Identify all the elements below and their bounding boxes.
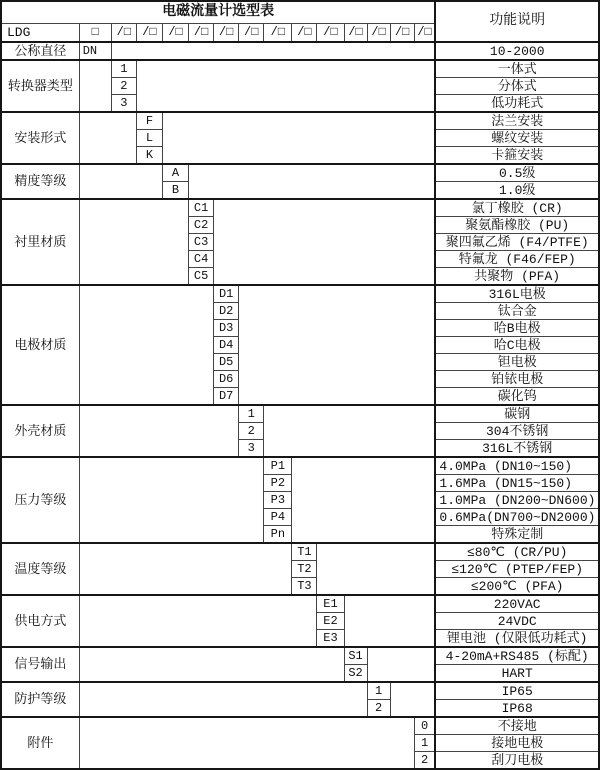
- category-label: 压力等级: [1, 457, 79, 543]
- spacer-cell: [136, 60, 435, 112]
- model-digit-box: /□: [214, 24, 239, 43]
- code-cell: E1: [317, 595, 344, 613]
- description-cell: 1.0级: [435, 182, 599, 200]
- code-cell: 3: [111, 95, 136, 113]
- code-cell: P4: [264, 509, 292, 526]
- table-row: [1, 647, 599, 665]
- spacer-cell: [390, 682, 435, 717]
- spacer-cell: [162, 112, 435, 164]
- category-label: 安装形式: [1, 112, 79, 164]
- code-cell: D1: [214, 285, 239, 303]
- code-cell: D5: [214, 354, 239, 371]
- spacer-cell: [79, 682, 367, 717]
- description-cell: 聚四氟乙烯 (F4/PTFE): [435, 234, 599, 251]
- code-cell: DN: [79, 42, 111, 60]
- spacer-cell: [79, 164, 162, 199]
- category-label: 供电方式: [1, 595, 79, 647]
- code-cell: 1: [367, 682, 390, 700]
- code-cell: A: [162, 164, 188, 182]
- description-cell: 10-2000: [435, 42, 599, 60]
- description-cell: 哈B电极: [435, 320, 599, 337]
- description-cell: 4.0MPa (DN10~150): [435, 457, 599, 475]
- description-cell: 铂铱电极: [435, 371, 599, 388]
- model-prefix: LDG: [7, 25, 31, 40]
- description-cell: IP65: [435, 682, 599, 700]
- page-title: 电磁流量计选型表: [1, 1, 435, 24]
- description-cell: ≤200℃ (PFA): [435, 578, 599, 596]
- description-cell: 法兰安装: [435, 112, 599, 130]
- code-cell: E3: [317, 630, 344, 648]
- table-row: [1, 717, 599, 735]
- code-cell: C3: [189, 234, 214, 251]
- description-cell: 碳化钨: [435, 388, 599, 406]
- code-cell: C2: [189, 217, 214, 234]
- table-row: [1, 42, 599, 60]
- code-cell: T1: [292, 543, 317, 561]
- code-cell: 3: [239, 440, 264, 458]
- model-digit-box: /□: [292, 24, 317, 43]
- spacer-cell: [79, 112, 136, 164]
- description-cell: 316L电极: [435, 285, 599, 303]
- model-digit-box: /□: [344, 24, 367, 43]
- code-cell: C1: [189, 199, 214, 217]
- code-cell: K: [136, 147, 162, 165]
- spacer-cell: [189, 164, 436, 199]
- description-cell: 哈C电极: [435, 337, 599, 354]
- description-cell: 碳钢: [435, 405, 599, 423]
- code-cell: D2: [214, 303, 239, 320]
- description-cell: ≤120℃ (PTEP/FEP): [435, 561, 599, 578]
- code-cell: T2: [292, 561, 317, 578]
- code-cell: P1: [264, 457, 292, 475]
- category-label: 外壳材质: [1, 405, 79, 457]
- category-label: 信号输出: [1, 647, 79, 682]
- description-cell: 钛合金: [435, 303, 599, 320]
- code-cell: P3: [264, 492, 292, 509]
- description-cell: HART: [435, 665, 599, 683]
- code-cell: C4: [189, 251, 214, 268]
- description-cell: IP68: [435, 700, 599, 718]
- description-cell: 氯丁橡胶 (CR): [435, 199, 599, 217]
- spacer-cell: [344, 595, 435, 647]
- description-cell: 共聚物 (PFA): [435, 268, 599, 286]
- spacer-cell: [79, 543, 292, 595]
- description-cell: 锂电池 (仅限低功耗式): [435, 630, 599, 648]
- description-cell: 304不锈钢: [435, 423, 599, 440]
- description-cell: 刮刀电极: [435, 752, 599, 770]
- code-cell: 1: [111, 60, 136, 78]
- description-cell: 低功耗式: [435, 95, 599, 113]
- model-digit-box: /□: [367, 24, 390, 43]
- description-cell: 特殊定制: [435, 526, 599, 544]
- code-cell: S1: [344, 647, 367, 665]
- code-cell: 0: [414, 717, 435, 735]
- code-cell: F: [136, 112, 162, 130]
- table-row: [1, 543, 599, 561]
- code-cell: B: [162, 182, 188, 200]
- description-cell: 一体式: [435, 60, 599, 78]
- model-digit-box: /□: [264, 24, 292, 43]
- spacer-cell: [264, 405, 436, 457]
- table-row: [1, 1, 599, 24]
- description-cell: 4-20mA+RS485 (标配): [435, 647, 599, 665]
- description-cell: ≤80℃ (CR/PU): [435, 543, 599, 561]
- model-digit-box: /□: [189, 24, 214, 43]
- spacer-cell: [79, 405, 238, 457]
- code-cell: 2: [111, 78, 136, 95]
- description-cell: 1.0MPa (DN200~DN600): [435, 492, 599, 509]
- code-cell: D6: [214, 371, 239, 388]
- code-cell: Pn: [264, 526, 292, 544]
- table-row: [1, 60, 599, 78]
- spacer-cell: [79, 647, 344, 682]
- model-digit-box: /□: [317, 24, 344, 43]
- code-cell: D4: [214, 337, 239, 354]
- spacer-cell: [79, 285, 213, 405]
- spacer-cell: [292, 457, 436, 543]
- category-label: 公称直径: [1, 42, 79, 60]
- description-cell: 聚氨酯橡胶 (PU): [435, 217, 599, 234]
- table-row: [1, 112, 599, 130]
- category-label: 电极材质: [1, 285, 79, 405]
- code-cell: 2: [414, 752, 435, 770]
- category-label: 温度等级: [1, 543, 79, 595]
- description-cell: 0.6MPa(DN700~DN2000): [435, 509, 599, 526]
- description-cell: 24VDC: [435, 613, 599, 630]
- spacer-cell: [79, 60, 111, 112]
- code-cell: 2: [367, 700, 390, 718]
- description-cell: 分体式: [435, 78, 599, 95]
- spacer-cell: [367, 647, 435, 682]
- table-row: [1, 457, 599, 475]
- description-cell: 卡箍安装: [435, 147, 599, 165]
- spacer-cell: [214, 199, 436, 285]
- table-row: [1, 682, 599, 700]
- spacer-cell: [317, 543, 435, 595]
- table-row: [1, 285, 599, 303]
- spacer-cell: [79, 457, 264, 543]
- code-cell: D3: [214, 320, 239, 337]
- code-cell: S2: [344, 665, 367, 683]
- description-cell: 钽电极: [435, 354, 599, 371]
- table-row: [1, 595, 599, 613]
- code-cell: 1: [414, 735, 435, 752]
- code-cell: L: [136, 130, 162, 147]
- function-column-header: 功能说明: [435, 1, 599, 42]
- code-cell: 1: [239, 405, 264, 423]
- category-label: 精度等级: [1, 164, 79, 199]
- code-cell: T3: [292, 578, 317, 596]
- description-cell: 0.5级: [435, 164, 599, 182]
- model-digit-box: /□: [414, 24, 435, 43]
- model-digit-box: /□: [111, 24, 136, 43]
- model-digit-box: □: [79, 24, 111, 43]
- code-cell: C5: [189, 268, 214, 286]
- description-cell: 特氟龙 (F46/FEP): [435, 251, 599, 268]
- code-cell: D7: [214, 388, 239, 406]
- model-digit-box: /□: [162, 24, 188, 43]
- code-cell: E2: [317, 613, 344, 630]
- model-digit-box: /□: [239, 24, 264, 43]
- table-row: [1, 199, 599, 217]
- code-cell: P2: [264, 475, 292, 492]
- table-row: [1, 405, 599, 423]
- code-cell: 2: [239, 423, 264, 440]
- spacer-cell: [239, 285, 436, 405]
- description-cell: 不接地: [435, 717, 599, 735]
- model-digit-box: /□: [136, 24, 162, 43]
- description-cell: 接地电极: [435, 735, 599, 752]
- category-label: 转换器类型: [1, 60, 79, 112]
- spacer-cell: [79, 717, 414, 769]
- description-cell: 螺纹安装: [435, 130, 599, 147]
- description-cell: 316L不锈钢: [435, 440, 599, 458]
- description-cell: 1.6MPa (DN15~150): [435, 475, 599, 492]
- table-row: [1, 164, 599, 182]
- category-label: 衬里材质: [1, 199, 79, 285]
- spacer-cell: [111, 42, 435, 60]
- category-label: 附件: [1, 717, 79, 769]
- spacer-cell: [79, 199, 188, 285]
- spacer-cell: [79, 595, 317, 647]
- category-label: 防护等级: [1, 682, 79, 717]
- model-digit-box: /□: [390, 24, 414, 43]
- description-cell: 220VAC: [435, 595, 599, 613]
